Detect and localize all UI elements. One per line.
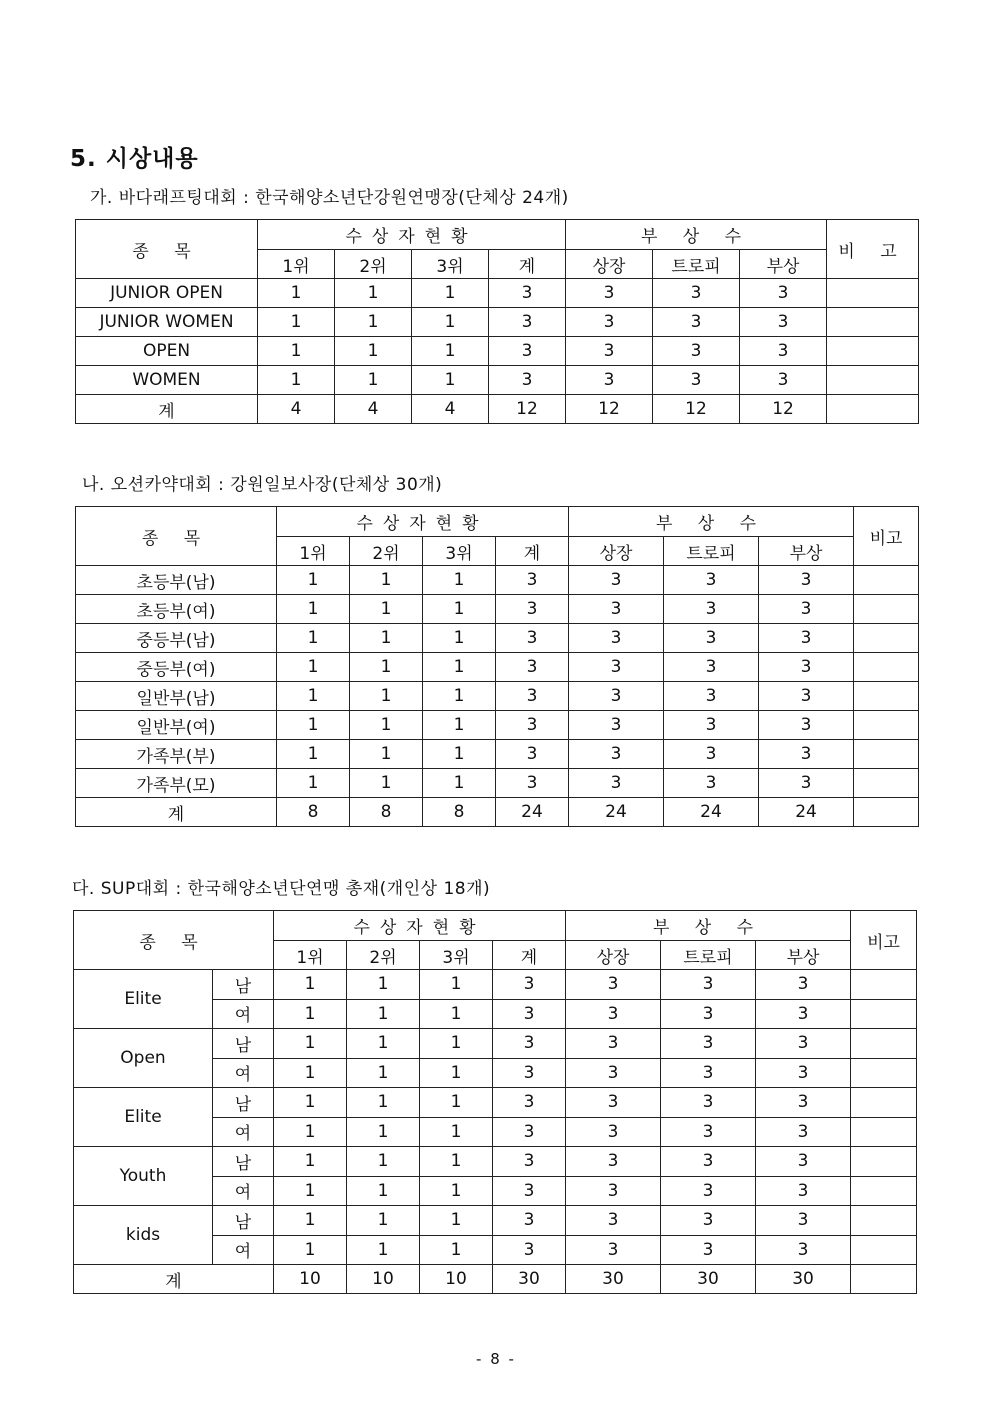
value-cell: 3	[740, 279, 827, 308]
category-cell: Youth	[74, 1147, 213, 1206]
value-cell: 1	[412, 279, 489, 308]
category-cell: 일반부(남)	[76, 682, 277, 711]
column-header: 2위	[350, 537, 423, 566]
value-cell: 3	[496, 711, 569, 740]
note-cell	[854, 595, 919, 624]
value-cell: 3	[566, 337, 653, 366]
value-cell: 3	[661, 1029, 756, 1059]
gender-cell: 남	[213, 970, 274, 1000]
value-cell: 3	[756, 1117, 851, 1147]
total-label: 계	[76, 798, 277, 827]
note-cell	[827, 279, 919, 308]
value-cell: 1	[347, 1206, 420, 1236]
column-header: 3위	[412, 250, 489, 279]
value-cell: 1	[277, 624, 350, 653]
value-cell: 3	[566, 1235, 661, 1265]
value-cell: 3	[661, 1176, 756, 1206]
note-cell	[851, 970, 917, 1000]
value-cell: 1	[412, 337, 489, 366]
category-cell: 가족부(모)	[76, 769, 277, 798]
value-cell: 1	[274, 1206, 347, 1236]
value-cell: 3	[493, 1088, 566, 1118]
note-cell	[851, 1058, 917, 1088]
table-row	[76, 595, 919, 624]
value-cell: 3	[489, 308, 566, 337]
value-cell: 3	[756, 970, 851, 1000]
value-cell: 1	[412, 366, 489, 395]
total-cell: 12	[653, 395, 740, 424]
value-cell: 3	[493, 1058, 566, 1088]
column-header: 1위	[274, 941, 347, 970]
value-cell: 3	[759, 566, 854, 595]
value-cell: 1	[335, 308, 412, 337]
total-cell: 24	[664, 798, 759, 827]
total-cell: 30	[661, 1265, 756, 1294]
value-cell: 1	[350, 624, 423, 653]
table-row	[76, 566, 919, 595]
note-cell	[854, 740, 919, 769]
value-cell: 3	[569, 653, 664, 682]
category-cell: 초등부(여)	[76, 595, 277, 624]
value-cell: 1	[347, 1176, 420, 1206]
value-cell: 1	[274, 1235, 347, 1265]
table3-subtitle: 다. SUP대회 : 한국해양소년단연맹 총재(개인상 18개)	[72, 879, 491, 899]
value-cell: 3	[661, 970, 756, 1000]
total-cell: 10	[347, 1265, 420, 1294]
table-row	[76, 366, 919, 395]
value-cell: 1	[277, 711, 350, 740]
gender-cell: 여	[213, 999, 274, 1029]
value-cell: 3	[493, 999, 566, 1029]
total-cell: 10	[420, 1265, 493, 1294]
note-cell	[851, 1235, 917, 1265]
note-cell	[854, 798, 919, 827]
column-header: 3위	[423, 537, 496, 566]
value-cell: 3	[664, 711, 759, 740]
note-cell	[854, 769, 919, 798]
note-cell	[827, 395, 919, 424]
table-row	[76, 711, 919, 740]
value-cell: 3	[566, 308, 653, 337]
value-cell: 1	[347, 1088, 420, 1118]
value-cell: 3	[756, 999, 851, 1029]
column-header: 계	[493, 941, 566, 970]
total-cell: 12	[740, 395, 827, 424]
total-cell: 12	[566, 395, 653, 424]
note-cell	[851, 999, 917, 1029]
note-cell	[827, 366, 919, 395]
value-cell: 1	[423, 740, 496, 769]
table-row	[74, 1088, 917, 1118]
header-prize: 부 상 수	[569, 507, 854, 537]
value-cell: 3	[493, 1206, 566, 1236]
value-cell: 3	[740, 337, 827, 366]
value-cell: 3	[661, 1117, 756, 1147]
total-cell: 30	[756, 1265, 851, 1294]
total-cell: 4	[412, 395, 489, 424]
category-cell: 중등부(남)	[76, 624, 277, 653]
value-cell: 3	[566, 1117, 661, 1147]
value-cell: 3	[566, 1088, 661, 1118]
category-cell: 가족부(부)	[76, 740, 277, 769]
value-cell: 3	[496, 769, 569, 798]
value-cell: 1	[274, 1088, 347, 1118]
value-cell: 3	[740, 308, 827, 337]
category-cell: 중등부(여)	[76, 653, 277, 682]
value-cell: 1	[423, 769, 496, 798]
value-cell: 3	[496, 624, 569, 653]
value-cell: 3	[740, 366, 827, 395]
value-cell: 3	[566, 970, 661, 1000]
gender-cell: 여	[213, 1176, 274, 1206]
value-cell: 3	[489, 337, 566, 366]
value-cell: 3	[759, 595, 854, 624]
value-cell: 3	[653, 337, 740, 366]
value-cell: 1	[274, 999, 347, 1029]
value-cell: 1	[350, 682, 423, 711]
value-cell: 1	[350, 595, 423, 624]
value-cell: 3	[566, 999, 661, 1029]
value-cell: 1	[423, 566, 496, 595]
value-cell: 1	[350, 653, 423, 682]
value-cell: 1	[423, 624, 496, 653]
section-title: 5. 시상내용	[70, 146, 199, 172]
value-cell: 3	[566, 1206, 661, 1236]
category-cell: 초등부(남)	[76, 566, 277, 595]
total-cell: 24	[569, 798, 664, 827]
gender-cell: 남	[213, 1147, 274, 1177]
value-cell: 1	[258, 337, 335, 366]
note-cell	[851, 1029, 917, 1059]
header-status: 수상자현황	[258, 220, 566, 250]
value-cell: 1	[347, 1235, 420, 1265]
value-cell: 3	[664, 566, 759, 595]
value-cell: 3	[496, 682, 569, 711]
value-cell: 3	[759, 653, 854, 682]
value-cell: 3	[759, 682, 854, 711]
column-header: 상장	[566, 250, 653, 279]
note-cell	[854, 653, 919, 682]
header-status: 수상자현황	[277, 507, 569, 537]
value-cell: 3	[653, 279, 740, 308]
note-cell	[854, 711, 919, 740]
value-cell: 1	[274, 970, 347, 1000]
table-row	[76, 308, 919, 337]
header-status: 수상자현황	[274, 911, 566, 941]
gender-cell: 남	[213, 1088, 274, 1118]
table-row	[76, 279, 919, 308]
value-cell: 1	[420, 1176, 493, 1206]
value-cell: 1	[350, 711, 423, 740]
value-cell: 1	[277, 769, 350, 798]
value-cell: 1	[258, 366, 335, 395]
value-cell: 3	[759, 740, 854, 769]
value-cell: 1	[277, 566, 350, 595]
note-cell	[827, 308, 919, 337]
table1-subtitle: 가. 바다래프팅대회 : 한국해양소년단강원연맹장(단체상 24개)	[90, 188, 569, 208]
value-cell: 1	[420, 1029, 493, 1059]
value-cell: 1	[277, 740, 350, 769]
category-cell: JUNIOR WOMEN	[76, 308, 258, 337]
total-cell: 10	[274, 1265, 347, 1294]
value-cell: 1	[258, 279, 335, 308]
note-cell	[851, 1206, 917, 1236]
note-cell	[854, 682, 919, 711]
table-row	[76, 624, 919, 653]
column-header: 트로피	[653, 250, 740, 279]
total-label: 계	[74, 1265, 274, 1294]
category-cell: 일반부(여)	[76, 711, 277, 740]
value-cell: 3	[756, 1058, 851, 1088]
value-cell: 1	[347, 1147, 420, 1177]
value-cell: 3	[756, 1176, 851, 1206]
table-rafting-awards	[75, 219, 919, 424]
column-header: 1위	[258, 250, 335, 279]
value-cell: 1	[335, 337, 412, 366]
value-cell: 3	[569, 682, 664, 711]
value-cell: 1	[423, 682, 496, 711]
column-header: 1위	[277, 537, 350, 566]
note-cell	[851, 1265, 917, 1294]
column-header: 2위	[335, 250, 412, 279]
value-cell: 3	[569, 566, 664, 595]
value-cell: 1	[420, 1117, 493, 1147]
value-cell: 3	[756, 1206, 851, 1236]
value-cell: 3	[493, 1235, 566, 1265]
header-item: 종 목	[76, 507, 277, 566]
table-kayak-awards	[75, 506, 919, 827]
value-cell: 3	[664, 769, 759, 798]
header-note: 비고	[851, 911, 917, 970]
value-cell: 3	[759, 769, 854, 798]
table-row	[74, 1147, 917, 1177]
value-cell: 1	[350, 740, 423, 769]
value-cell: 1	[347, 1029, 420, 1059]
table-row	[76, 740, 919, 769]
category-cell: Open	[74, 1029, 213, 1088]
gender-cell: 여	[213, 1117, 274, 1147]
value-cell: 3	[661, 1235, 756, 1265]
total-cell: 8	[350, 798, 423, 827]
value-cell: 1	[420, 1206, 493, 1236]
value-cell: 3	[756, 1147, 851, 1177]
value-cell: 1	[420, 1058, 493, 1088]
table-row	[74, 1029, 917, 1059]
value-cell: 1	[420, 999, 493, 1029]
table-row	[74, 1206, 917, 1236]
value-cell: 1	[423, 711, 496, 740]
value-cell: 3	[493, 970, 566, 1000]
total-cell: 8	[423, 798, 496, 827]
column-header: 계	[489, 250, 566, 279]
value-cell: 3	[493, 1176, 566, 1206]
value-cell: 1	[335, 279, 412, 308]
total-cell: 30	[566, 1265, 661, 1294]
value-cell: 3	[664, 595, 759, 624]
category-cell: OPEN	[76, 337, 258, 366]
header-item: 종 목	[76, 220, 258, 279]
value-cell: 1	[274, 1058, 347, 1088]
total-cell: 24	[496, 798, 569, 827]
column-header: 계	[496, 537, 569, 566]
category-cell: WOMEN	[76, 366, 258, 395]
value-cell: 3	[756, 1235, 851, 1265]
value-cell: 3	[759, 711, 854, 740]
table-row	[76, 337, 919, 366]
value-cell: 3	[493, 1029, 566, 1059]
note-cell	[854, 624, 919, 653]
value-cell: 1	[350, 566, 423, 595]
table-row	[76, 653, 919, 682]
value-cell: 1	[420, 1147, 493, 1177]
column-header: 부상	[740, 250, 827, 279]
value-cell: 1	[274, 1176, 347, 1206]
value-cell: 3	[489, 366, 566, 395]
value-cell: 3	[566, 366, 653, 395]
category-cell: kids	[74, 1206, 213, 1265]
value-cell: 3	[756, 1029, 851, 1059]
value-cell: 3	[569, 595, 664, 624]
value-cell: 3	[566, 1029, 661, 1059]
value-cell: 3	[653, 366, 740, 395]
value-cell: 3	[566, 1147, 661, 1177]
note-cell	[851, 1176, 917, 1206]
column-header: 3위	[420, 941, 493, 970]
table-row	[76, 682, 919, 711]
value-cell: 1	[277, 682, 350, 711]
value-cell: 3	[496, 595, 569, 624]
total-cell: 24	[759, 798, 854, 827]
total-cell: 12	[489, 395, 566, 424]
value-cell: 3	[496, 566, 569, 595]
value-cell: 3	[569, 711, 664, 740]
gender-cell: 남	[213, 1029, 274, 1059]
value-cell: 3	[664, 653, 759, 682]
value-cell: 1	[335, 366, 412, 395]
gender-cell: 여	[213, 1058, 274, 1088]
total-label: 계	[76, 395, 258, 424]
total-cell: 4	[258, 395, 335, 424]
category-cell: Elite	[74, 1088, 213, 1147]
value-cell: 3	[653, 308, 740, 337]
header-item: 종 목	[74, 911, 274, 970]
value-cell: 1	[412, 308, 489, 337]
note-cell	[827, 337, 919, 366]
header-note: 비고	[854, 507, 919, 566]
value-cell: 1	[347, 970, 420, 1000]
value-cell: 1	[277, 595, 350, 624]
value-cell: 1	[420, 970, 493, 1000]
category-cell: Elite	[74, 970, 213, 1029]
value-cell: 1	[423, 653, 496, 682]
total-cell: 30	[493, 1265, 566, 1294]
value-cell: 3	[661, 1058, 756, 1088]
gender-cell: 여	[213, 1235, 274, 1265]
column-header: 트로피	[661, 941, 756, 970]
column-header: 상장	[569, 537, 664, 566]
value-cell: 3	[566, 1058, 661, 1088]
value-cell: 1	[420, 1235, 493, 1265]
value-cell: 3	[661, 1147, 756, 1177]
table-row	[74, 970, 917, 1000]
value-cell: 3	[756, 1088, 851, 1118]
column-header: 부상	[759, 537, 854, 566]
value-cell: 1	[347, 999, 420, 1029]
table-sup-awards	[73, 910, 917, 1294]
table2-subtitle: 나. 오션카약대회 : 강원일보사장(단체상 30개)	[82, 475, 443, 495]
header-prize: 부 상 수	[566, 911, 851, 941]
header-note: 비 고	[827, 220, 919, 279]
table-row	[76, 769, 919, 798]
value-cell: 1	[274, 1117, 347, 1147]
gender-cell: 남	[213, 1206, 274, 1236]
total-cell: 8	[277, 798, 350, 827]
value-cell: 3	[496, 653, 569, 682]
value-cell: 3	[566, 1176, 661, 1206]
header-prize: 부 상 수	[566, 220, 827, 250]
note-cell	[851, 1147, 917, 1177]
value-cell: 3	[569, 769, 664, 798]
value-cell: 1	[258, 308, 335, 337]
column-header: 트로피	[664, 537, 759, 566]
total-cell: 4	[335, 395, 412, 424]
column-header: 상장	[566, 941, 661, 970]
value-cell: 3	[489, 279, 566, 308]
value-cell: 1	[350, 769, 423, 798]
value-cell: 1	[274, 1147, 347, 1177]
note-cell	[851, 1117, 917, 1147]
value-cell: 3	[661, 1088, 756, 1118]
value-cell: 3	[664, 682, 759, 711]
value-cell: 3	[569, 740, 664, 769]
note-cell	[854, 566, 919, 595]
value-cell: 1	[420, 1088, 493, 1118]
value-cell: 3	[493, 1117, 566, 1147]
category-cell: JUNIOR OPEN	[76, 279, 258, 308]
value-cell: 3	[759, 624, 854, 653]
value-cell: 3	[493, 1147, 566, 1177]
value-cell: 3	[661, 1206, 756, 1236]
value-cell: 1	[274, 1029, 347, 1059]
value-cell: 3	[661, 999, 756, 1029]
value-cell: 3	[664, 624, 759, 653]
column-header: 부상	[756, 941, 851, 970]
value-cell: 1	[347, 1117, 420, 1147]
value-cell: 3	[496, 740, 569, 769]
value-cell: 1	[347, 1058, 420, 1088]
value-cell: 1	[277, 653, 350, 682]
page-number: - 8 -	[476, 1350, 516, 1368]
value-cell: 3	[566, 279, 653, 308]
note-cell	[851, 1088, 917, 1118]
value-cell: 3	[569, 624, 664, 653]
column-header: 2위	[347, 941, 420, 970]
value-cell: 3	[664, 740, 759, 769]
value-cell: 1	[423, 595, 496, 624]
